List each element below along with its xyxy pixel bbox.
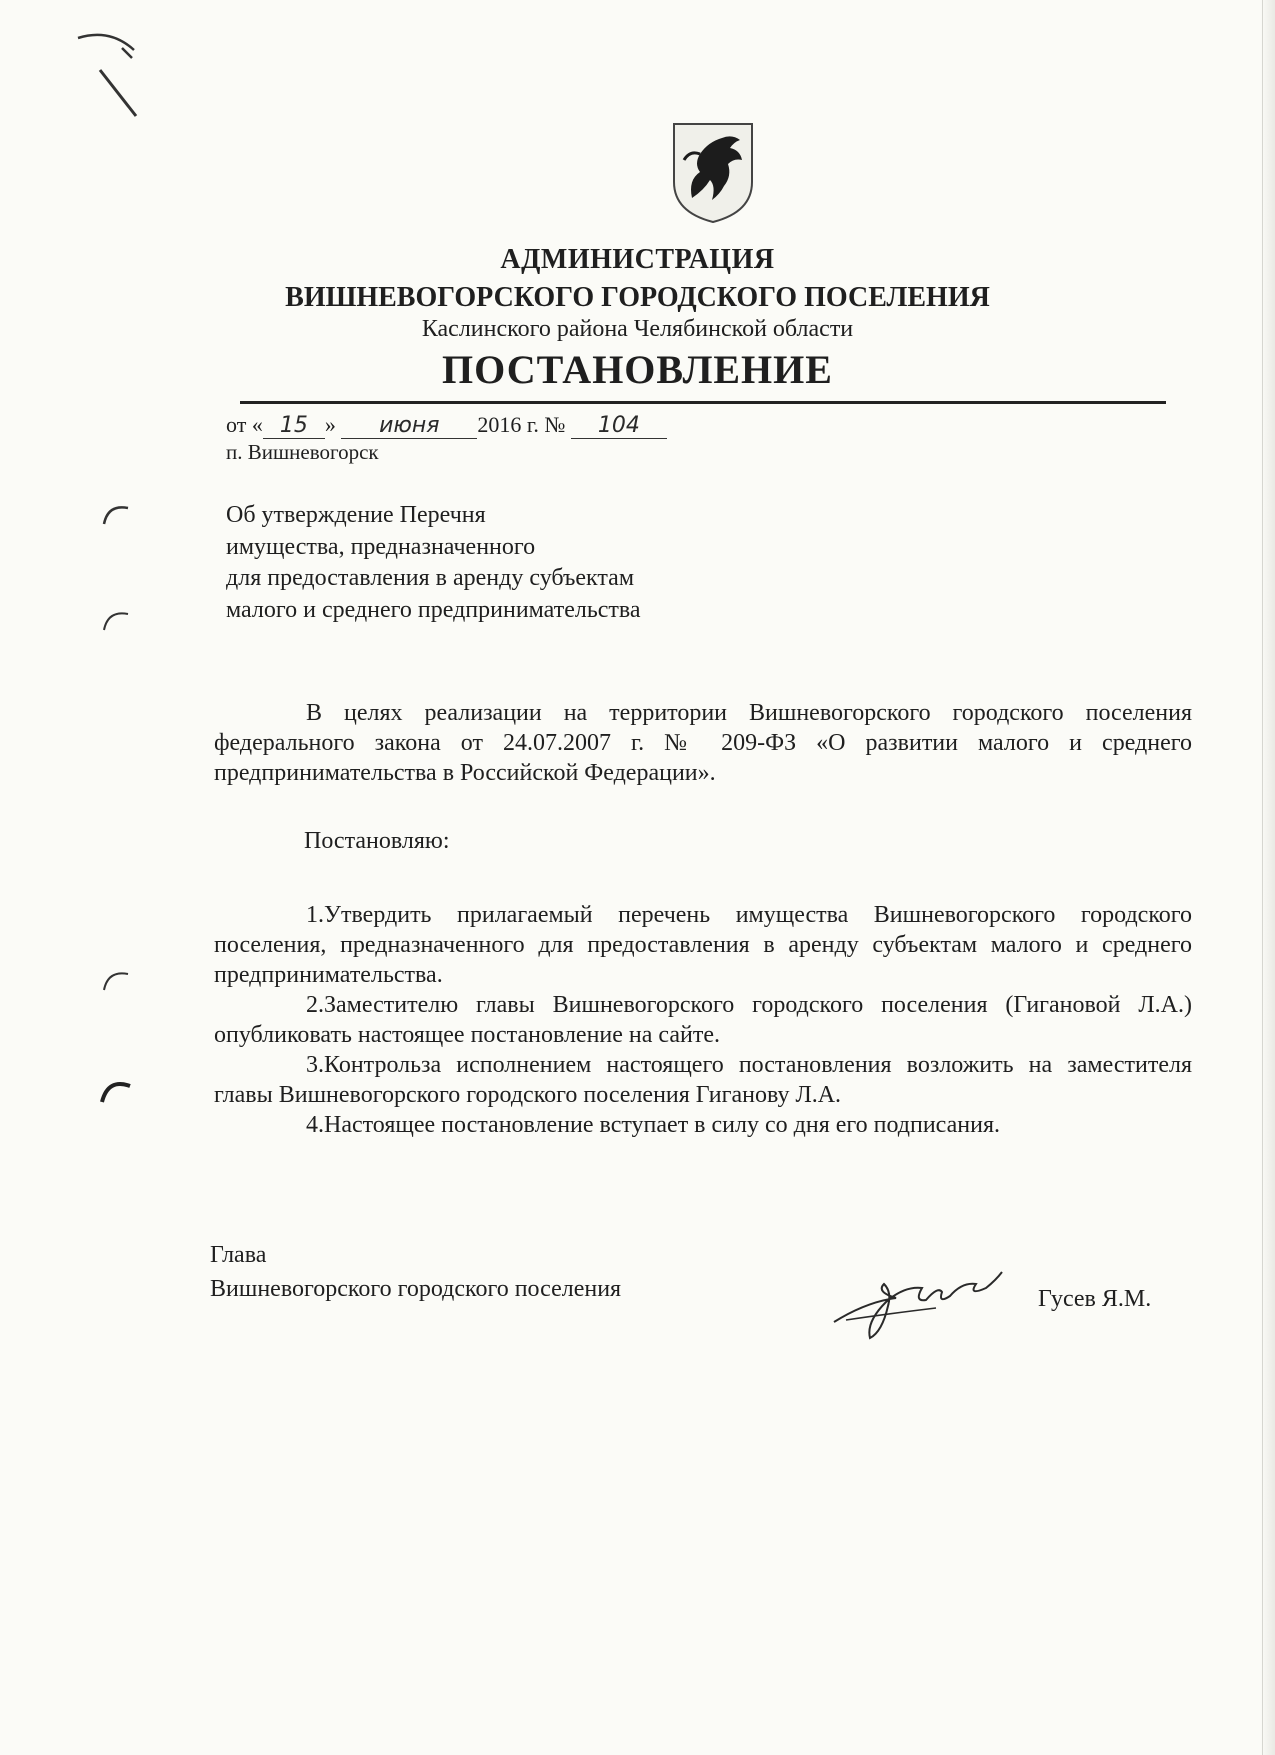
resolution-items <box>214 900 1192 1140</box>
place-of-issue: п. Вишневогорск <box>226 440 379 464</box>
resolution-item: 2.Заместителю главы Вишневогорского городского поселения (Гигановой Л.А.) опубликовать настоящее постановление на сайте. <box>214 992 1192 1048</box>
resolution-item: 4.Настоящее постановление вступает в силу со дня его подписания. <box>306 1112 1001 1138</box>
subject-line: малого и среднего предпринимательства <box>226 596 641 623</box>
signatory-title-line: Глава <box>210 1242 267 1268</box>
punch-hole-icon <box>98 1076 132 1110</box>
date-line <box>226 412 667 439</box>
document-number: 104 <box>571 413 667 439</box>
document-title: ПОСТАНОВЛЕНИЕ <box>442 347 833 392</box>
header-region: Каслинского района Челябинской области <box>421 316 854 342</box>
signatory-title <box>210 1238 621 1306</box>
header-admin: АДМИНИСТРАЦИЯ <box>500 244 775 275</box>
signatory-name: Гусев Я.М. <box>1038 1286 1152 1312</box>
handwritten-signature-icon <box>826 1262 1006 1342</box>
coat-of-arms-icon <box>670 120 756 224</box>
number-label: № <box>544 412 566 437</box>
punch-hole-icon <box>98 500 132 534</box>
date-quote-close: » <box>324 412 336 437</box>
date-prefix: от « <box>226 412 263 437</box>
resolution-item: 3.Контрольза исполнением настоящего постановления возложить на заместителя главы Вишневогорского городского поселения Гиганову Л.А. <box>214 1052 1192 1108</box>
subject-line: Об утверждение Перечня <box>226 502 486 528</box>
date-day: 15 <box>263 413 325 439</box>
punch-hole-icon <box>98 966 132 1000</box>
resolve-label: Постановляю: <box>304 828 450 854</box>
intro-text: В целях реализации на территории Вишневогорского городского поселения федерального закона от 24.07.2007 г. № 209-ФЗ «О развитии малого и среднего предпринимательства в Российской Федерации». <box>214 700 1192 786</box>
resolution-item: 1.Утвердить прилагаемый перечень имущества Вишневогорского городского поселения, предназначенного для предоставления в аренду субъектам малого и среднего предпринимательства. <box>214 902 1192 988</box>
handwritten-corner-mark-icon <box>70 20 180 130</box>
subject-line: для предоставления в аренду субъектам <box>226 565 635 591</box>
subject-line: имущества, предназначенного <box>226 533 536 560</box>
header-settlement: ВИШНЕВОГОРСКОГО ГОРОДСКОГО ПОСЕЛЕНИЯ <box>285 282 990 313</box>
date-year: 2016 г. <box>477 412 539 437</box>
document-subject <box>226 500 641 626</box>
signatory-title-line: Вишневогорского городского поселения <box>210 1276 622 1302</box>
header-divider <box>240 401 1166 404</box>
intro-paragraph <box>214 698 1192 788</box>
date-month: июня <box>341 413 477 439</box>
punch-hole-icon <box>98 606 132 640</box>
